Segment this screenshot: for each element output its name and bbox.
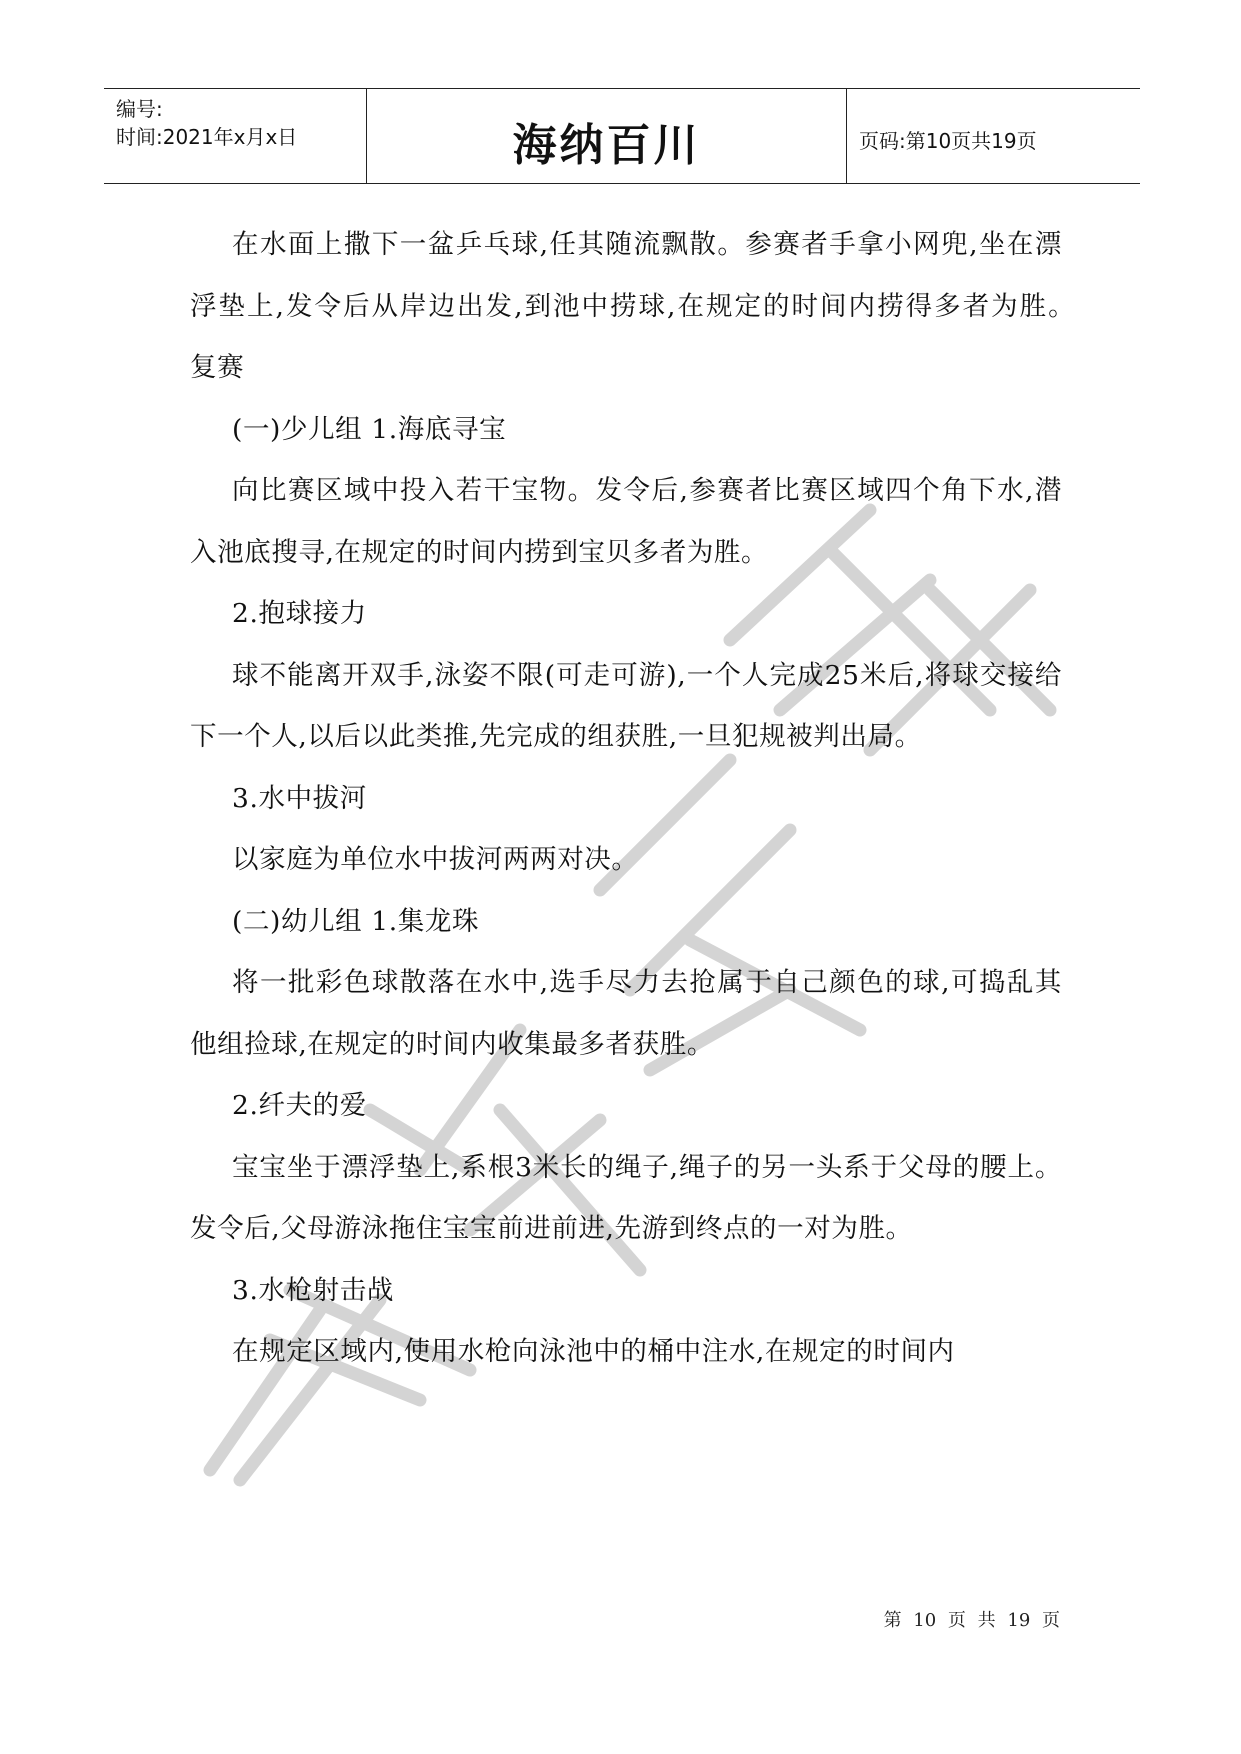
- page-footer: 第 10 页 共 19 页: [883, 1610, 1060, 1631]
- header-title: 海纳百川: [512, 120, 701, 171]
- event-heading: 2.纤夫的爱: [232, 1090, 367, 1121]
- event-heading: 3.水枪射击战: [232, 1274, 394, 1306]
- header-page-cell: [847, 89, 1140, 183]
- body-paragraph: 在水面上撒下一盆乒乓球,任其随流飘散。参赛者手拿小网兜,坐在漂浮垫上,发令后从岸边出发,到池中捞球,在规定的时间内捞得多者为胜。 复赛: [190, 229, 1090, 383]
- body-paragraph: 球不能离开双手,泳姿不限(可走可游),一个人完成25米后,将球交接给下一个人,以后以此类推,先完成的组获胜,一旦犯规被判出局。: [190, 659, 1062, 752]
- body-paragraph: 以家庭为单位水中拔河两两对决。: [232, 844, 639, 875]
- body-paragraph: 在规定区域内,使用水枪向泳池中的桶中注水,在规定的时间内: [232, 1336, 955, 1367]
- header-meta-cell: [104, 89, 367, 183]
- document-time-label: 时间:2021年x月x日: [116, 125, 298, 149]
- watermark-text: 严禁复制: [170, 470, 174, 471]
- page-header: [104, 88, 1140, 184]
- body-paragraph: 将一批彩色球散落在水中,选手尽力去抢属于自己颜色的球,可捣乱其他组捡球,在规定的时间内收集最多者获胜。: [190, 967, 1062, 1060]
- body-paragraph: 向比赛区域中投入若干宝物。发令后,参赛者比赛区域四个角下水,潜入池底搜寻,在规定的时间内捞到宝贝多者为胜。: [190, 475, 1062, 568]
- header-page-label: 页码:第10页共19页: [859, 129, 1037, 153]
- section-heading: (一)少儿组 1.海底寻宝: [232, 413, 507, 445]
- event-heading: 3.水中拔河: [232, 782, 367, 814]
- header-title-cell: [367, 89, 847, 183]
- document-body: [190, 214, 1090, 1383]
- section-heading: (二)幼儿组 1.集龙珠: [232, 905, 480, 937]
- event-heading: 2.抱球接力: [232, 598, 367, 629]
- document-number-label: 编号:: [116, 97, 163, 121]
- body-paragraph: 宝宝坐于漂浮垫上,系根3米长的绳子,绳子的另一头系于父母的腰上。发令后,父母游泳拖住宝宝前进前进,先游到终点的一对为胜。: [190, 1151, 1062, 1244]
